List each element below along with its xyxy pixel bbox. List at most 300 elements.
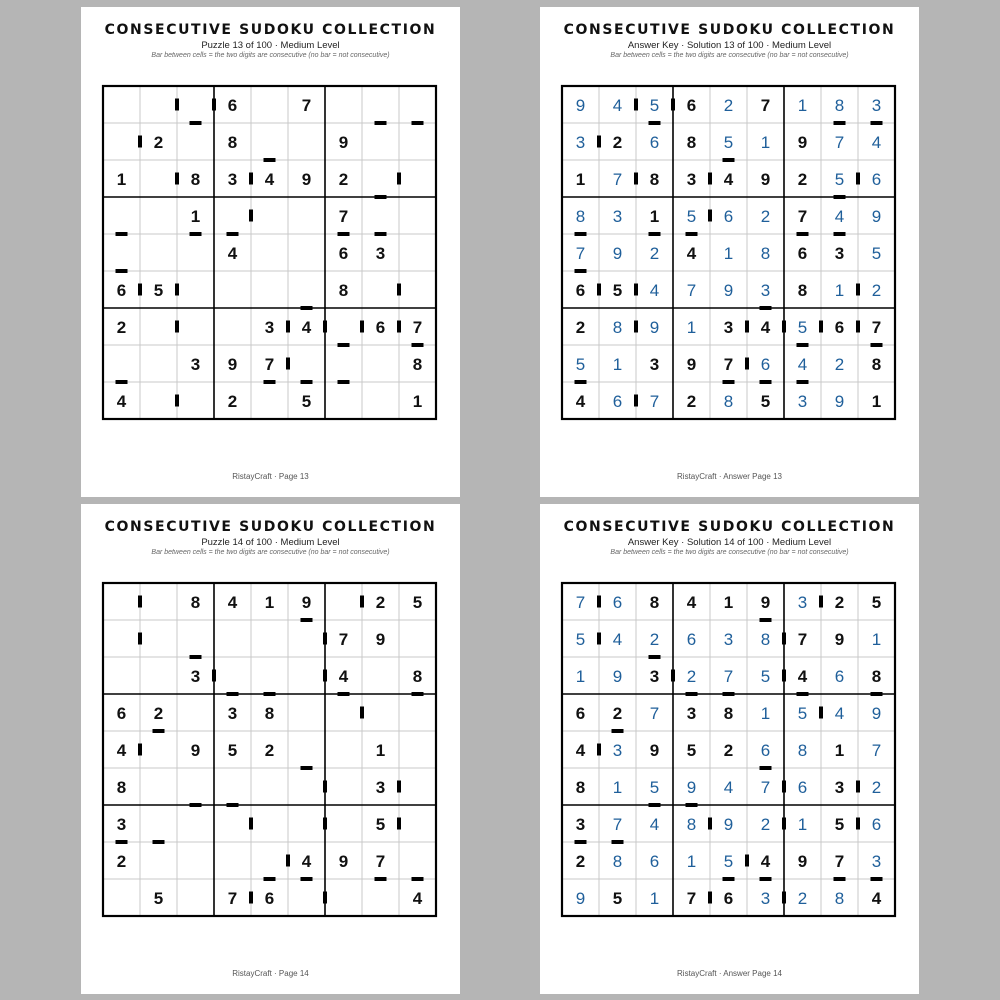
given-digit: 2 [797, 170, 808, 189]
given-digit: 7 [723, 355, 734, 374]
solution-digit: 3 [871, 852, 882, 871]
given-digit: 4 [575, 741, 586, 760]
given-digit: 2 [227, 392, 238, 411]
consecutive-bar [264, 692, 276, 696]
solution-digit: 7 [834, 133, 845, 152]
given-digit: 2 [612, 133, 623, 152]
solution-digit: 8 [834, 889, 845, 908]
page-subtitle: Answer Key · Solution 13 of 100 · Medium Level [627, 40, 832, 51]
solution-digit: 8 [760, 630, 771, 649]
consecutive-bar [175, 99, 179, 111]
given-digit: 3 [190, 355, 201, 374]
consecutive-bar [338, 232, 350, 236]
consecutive-bar [190, 232, 202, 236]
consecutive-bar [634, 321, 638, 333]
consecutive-bar [760, 877, 772, 881]
given-digit: 8 [412, 355, 423, 374]
solution-digit: 6 [871, 815, 882, 834]
consecutive-bar [782, 633, 786, 645]
consecutive-bar [782, 321, 786, 333]
sudoku-grid [103, 583, 436, 916]
given-digit: 2 [153, 133, 164, 152]
given-digit: 6 [116, 281, 127, 300]
given-digit: 4 [116, 392, 127, 411]
solution-digit: 9 [834, 392, 845, 411]
consecutive-bar [760, 766, 772, 770]
given-digit: 3 [686, 170, 697, 189]
given-digit: 2 [612, 704, 623, 723]
solution-digit: 8 [760, 244, 771, 263]
given-digit: 8 [871, 667, 882, 686]
given-digit: 1 [116, 170, 127, 189]
solution-digit: 1 [686, 318, 697, 337]
consecutive-bar [649, 803, 661, 807]
consecutive-bar [686, 803, 698, 807]
given-digit: 9 [649, 741, 660, 760]
consecutive-bar [634, 395, 638, 407]
given-digit: 1 [412, 392, 423, 411]
consecutive-bar [797, 232, 809, 236]
given-digit: 6 [723, 889, 734, 908]
solution-digit: 3 [612, 741, 623, 760]
page-footer: RistayCraft · Answer Page 13 [677, 472, 782, 481]
consecutive-bar [634, 173, 638, 185]
grid-canvas [562, 86, 895, 419]
consecutive-bar [782, 670, 786, 682]
solution-digit: 9 [575, 96, 586, 115]
given-digit: 7 [686, 889, 697, 908]
solution-digit: 3 [871, 96, 882, 115]
consecutive-bar [249, 210, 253, 222]
solution-digit: 4 [834, 207, 845, 226]
solution-digit: 4 [871, 133, 882, 152]
consecutive-bar [397, 321, 401, 333]
consecutive-bar [797, 380, 809, 384]
given-digit: 4 [227, 244, 238, 263]
given-digit: 8 [686, 133, 697, 152]
consecutive-bar [819, 321, 823, 333]
given-digit: 6 [797, 244, 808, 263]
consecutive-bar [249, 173, 253, 185]
given-digit: 6 [575, 704, 586, 723]
grid-canvas [562, 583, 895, 916]
consecutive-bar [575, 840, 587, 844]
solution-digit: 7 [649, 392, 660, 411]
grid-canvas [103, 583, 436, 916]
given-digit: 4 [760, 852, 771, 871]
consecutive-bar [323, 818, 327, 830]
consecutive-bar [612, 840, 624, 844]
consecutive-bar [686, 692, 698, 696]
consecutive-bar [249, 892, 253, 904]
consecutive-bar [397, 818, 401, 830]
solution-digit: 5 [797, 704, 808, 723]
consecutive-bar [116, 380, 128, 384]
given-digit: 2 [575, 318, 586, 337]
given-digit: 3 [723, 318, 734, 337]
given-digit: 2 [834, 593, 845, 612]
solution-digit: 6 [612, 593, 623, 612]
given-digit: 8 [227, 133, 238, 152]
given-digit: 2 [723, 741, 734, 760]
solution-digit: 4 [723, 778, 734, 797]
consecutive-bar [782, 781, 786, 793]
consecutive-bar [708, 210, 712, 222]
consecutive-bar [649, 655, 661, 659]
given-digit: 2 [264, 741, 275, 760]
given-digit: 3 [575, 815, 586, 834]
solution-digit: 1 [612, 778, 623, 797]
consecutive-bar [819, 596, 823, 608]
consecutive-bar [323, 321, 327, 333]
consecutive-bar [760, 380, 772, 384]
consecutive-bar [745, 855, 749, 867]
given-digit: 8 [575, 778, 586, 797]
consecutive-bar [338, 343, 350, 347]
given-digit: 5 [227, 741, 238, 760]
solution-digit: 2 [649, 630, 660, 649]
consecutive-bar [116, 840, 128, 844]
consecutive-bar [301, 766, 313, 770]
given-digit: 5 [153, 281, 164, 300]
consecutive-bar [745, 358, 749, 370]
consecutive-bar [834, 232, 846, 236]
given-digit: 1 [871, 392, 882, 411]
solution-digit: 6 [649, 133, 660, 152]
consecutive-bar [190, 121, 202, 125]
given-digit: 6 [338, 244, 349, 263]
given-digit: 4 [301, 318, 312, 337]
given-digit: 9 [686, 355, 697, 374]
solution-digit: 1 [760, 704, 771, 723]
given-digit: 9 [227, 355, 238, 374]
solution-digit: 3 [797, 593, 808, 612]
given-digit: 5 [760, 392, 771, 411]
page-footer: RistayCraft · Answer Page 14 [677, 969, 782, 978]
given-digit: 3 [116, 815, 127, 834]
solution-digit: 1 [649, 889, 660, 908]
solution-digit: 6 [760, 355, 771, 374]
consecutive-bar [301, 306, 313, 310]
legend-note: Bar between cells = the two digits are consecutive (no bar = not consecutive) [610, 52, 849, 59]
consecutive-bar [708, 173, 712, 185]
consecutive-bar [671, 670, 675, 682]
given-digit: 7 [338, 630, 349, 649]
consecutive-bar [745, 321, 749, 333]
given-digit: 8 [649, 593, 660, 612]
solution-digit: 3 [612, 207, 623, 226]
consecutive-bar [834, 121, 846, 125]
solution-digit: 4 [612, 630, 623, 649]
given-digit: 2 [116, 852, 127, 871]
solution-digit: 9 [649, 318, 660, 337]
consecutive-bar [708, 892, 712, 904]
consecutive-bar [212, 99, 216, 111]
given-digit: 4 [338, 667, 349, 686]
solution-digit: 8 [834, 96, 845, 115]
given-digit: 5 [834, 815, 845, 834]
given-digit: 3 [649, 667, 660, 686]
page-subtitle: Puzzle 13 of 100 · Medium Level [201, 40, 340, 51]
given-digit: 2 [116, 318, 127, 337]
consecutive-bar [871, 877, 883, 881]
solution-digit: 4 [649, 815, 660, 834]
given-digit: 9 [760, 593, 771, 612]
consecutive-bar [286, 855, 290, 867]
solution-digit: 2 [871, 281, 882, 300]
solution-digit: 1 [575, 667, 586, 686]
given-digit: 7 [797, 207, 808, 226]
answer-page-14 [540, 504, 919, 994]
given-digit: 3 [227, 704, 238, 723]
given-digit: 8 [190, 170, 201, 189]
consecutive-bar [856, 321, 860, 333]
page-subtitle: Answer Key · Solution 14 of 100 · Medium Level [627, 537, 832, 548]
consecutive-bar [760, 306, 772, 310]
given-digit: 1 [264, 593, 275, 612]
given-digit: 3 [686, 704, 697, 723]
consecutive-bar [175, 321, 179, 333]
given-digit: 8 [190, 593, 201, 612]
consecutive-bar [612, 729, 624, 733]
given-digit: 9 [301, 170, 312, 189]
given-digit: 4 [871, 889, 882, 908]
given-digit: 3 [834, 778, 845, 797]
consecutive-bar [397, 173, 401, 185]
given-digit: 9 [190, 741, 201, 760]
given-digit: 4 [686, 593, 697, 612]
sudoku-grid [103, 86, 436, 419]
consecutive-bar [597, 136, 601, 148]
solution-digit: 7 [871, 741, 882, 760]
given-digit: 3 [375, 778, 386, 797]
solution-digit: 8 [797, 741, 808, 760]
given-digit: 8 [871, 355, 882, 374]
solution-digit: 6 [797, 778, 808, 797]
given-digit: 1 [375, 741, 386, 760]
consecutive-bar [819, 707, 823, 719]
given-digit: 7 [760, 96, 771, 115]
given-digit: 3 [264, 318, 275, 337]
solution-digit: 8 [612, 852, 623, 871]
given-digit: 5 [612, 281, 623, 300]
solution-digit: 2 [649, 244, 660, 263]
given-digit: 1 [723, 593, 734, 612]
solution-digit: 5 [760, 667, 771, 686]
solution-digit: 8 [686, 815, 697, 834]
solution-digit: 7 [723, 667, 734, 686]
consecutive-bar [856, 173, 860, 185]
solution-digit: 4 [834, 704, 845, 723]
given-digit: 5 [412, 593, 423, 612]
consecutive-bar [856, 818, 860, 830]
given-digit: 9 [375, 630, 386, 649]
consecutive-bar [634, 99, 638, 111]
consecutive-bar [360, 321, 364, 333]
given-digit: 3 [190, 667, 201, 686]
given-digit: 9 [338, 852, 349, 871]
consecutive-bar [301, 618, 313, 622]
solution-digit: 1 [612, 355, 623, 374]
page-subtitle: Puzzle 14 of 100 · Medium Level [201, 537, 340, 548]
given-digit: 4 [264, 170, 275, 189]
solution-digit: 2 [797, 889, 808, 908]
page-title: CONSECUTIVE SUDOKU COLLECTION [563, 22, 896, 38]
given-digit: 4 [116, 741, 127, 760]
solution-digit: 7 [575, 244, 586, 263]
solution-digit: 7 [649, 704, 660, 723]
given-digit: 7 [264, 355, 275, 374]
given-digit: 6 [686, 96, 697, 115]
consecutive-bar [286, 358, 290, 370]
consecutive-bar [797, 692, 809, 696]
solution-digit: 5 [686, 207, 697, 226]
consecutive-bar [212, 670, 216, 682]
solution-digit: 6 [686, 630, 697, 649]
consecutive-bar [264, 380, 276, 384]
given-digit: 3 [375, 244, 386, 263]
consecutive-bar [834, 877, 846, 881]
consecutive-bar [360, 707, 364, 719]
solution-digit: 9 [612, 244, 623, 263]
given-digit: 5 [301, 392, 312, 411]
solution-digit: 4 [612, 96, 623, 115]
given-digit: 8 [723, 704, 734, 723]
given-digit: 2 [153, 704, 164, 723]
given-digit: 9 [338, 133, 349, 152]
consecutive-bar [797, 343, 809, 347]
solution-digit: 3 [760, 281, 771, 300]
solution-digit: 2 [723, 96, 734, 115]
consecutive-bar [323, 670, 327, 682]
solution-digit: 9 [723, 281, 734, 300]
given-digit: 4 [686, 244, 697, 263]
consecutive-bar [190, 655, 202, 659]
solution-digit: 9 [612, 667, 623, 686]
given-digit: 4 [301, 852, 312, 871]
given-digit: 5 [871, 593, 882, 612]
solution-digit: 7 [760, 778, 771, 797]
page-title: CONSECUTIVE SUDOKU COLLECTION [104, 22, 437, 38]
given-digit: 8 [116, 778, 127, 797]
solution-digit: 6 [760, 741, 771, 760]
consecutive-bar [338, 380, 350, 384]
solution-digit: 1 [686, 852, 697, 871]
consecutive-bar [686, 232, 698, 236]
given-digit: 1 [834, 741, 845, 760]
given-digit: 5 [153, 889, 164, 908]
consecutive-bar [375, 121, 387, 125]
solution-digit: 5 [649, 778, 660, 797]
sudoku-grid [562, 86, 895, 419]
solution-digit: 4 [797, 355, 808, 374]
solution-digit: 3 [797, 392, 808, 411]
consecutive-bar [856, 284, 860, 296]
solution-digit: 3 [760, 889, 771, 908]
solution-digit: 7 [575, 593, 586, 612]
given-digit: 9 [760, 170, 771, 189]
consecutive-bar [412, 121, 424, 125]
consecutive-bar [153, 729, 165, 733]
solution-digit: 2 [760, 815, 771, 834]
solution-digit: 1 [871, 630, 882, 649]
answer-page-13 [540, 7, 919, 497]
given-digit: 3 [227, 170, 238, 189]
consecutive-bar [323, 633, 327, 645]
given-digit: 6 [375, 318, 386, 337]
consecutive-bar [671, 99, 675, 111]
given-digit: 7 [797, 630, 808, 649]
consecutive-bar [723, 158, 735, 162]
solution-digit: 6 [612, 392, 623, 411]
solution-digit: 6 [834, 667, 845, 686]
consecutive-bar [227, 692, 239, 696]
given-digit: 6 [264, 889, 275, 908]
consecutive-bar [871, 692, 883, 696]
consecutive-bar [597, 633, 601, 645]
consecutive-bar [723, 380, 735, 384]
given-digit: 7 [227, 889, 238, 908]
given-digit: 4 [227, 593, 238, 612]
given-digit: 9 [301, 593, 312, 612]
legend-note: Bar between cells = the two digits are consecutive (no bar = not consecutive) [151, 52, 390, 59]
consecutive-bar [138, 744, 142, 756]
solution-digit: 2 [760, 207, 771, 226]
given-digit: 3 [649, 355, 660, 374]
solution-digit: 3 [723, 630, 734, 649]
given-digit: 8 [649, 170, 660, 189]
consecutive-bar [175, 173, 179, 185]
consecutive-bar [116, 232, 128, 236]
solution-digit: 2 [834, 355, 845, 374]
solution-digit: 5 [575, 630, 586, 649]
solution-digit: 2 [686, 667, 697, 686]
given-digit: 4 [575, 392, 586, 411]
consecutive-bar [397, 284, 401, 296]
consecutive-bar [782, 818, 786, 830]
consecutive-bar [375, 232, 387, 236]
given-digit: 7 [375, 852, 386, 871]
consecutive-bar [597, 596, 601, 608]
consecutive-bar [138, 596, 142, 608]
solution-digit: 8 [612, 318, 623, 337]
page-title: CONSECUTIVE SUDOKU COLLECTION [563, 519, 896, 535]
page-footer: RistayCraft · Page 14 [232, 969, 309, 978]
legend-note: Bar between cells = the two digits are consecutive (no bar = not consecutive) [610, 549, 849, 556]
consecutive-bar [323, 892, 327, 904]
consecutive-bar [138, 284, 142, 296]
sudoku-grid [562, 583, 895, 916]
consecutive-bar [575, 269, 587, 273]
consecutive-bar [723, 692, 735, 696]
given-digit: 9 [834, 630, 845, 649]
given-digit: 1 [649, 207, 660, 226]
consecutive-bar [286, 321, 290, 333]
consecutive-bar [375, 195, 387, 199]
given-digit: 6 [834, 318, 845, 337]
puzzle-page-14 [81, 504, 460, 994]
consecutive-bar [597, 284, 601, 296]
legend-note: Bar between cells = the two digits are consecutive (no bar = not consecutive) [151, 549, 390, 556]
consecutive-bar [575, 380, 587, 384]
consecutive-bar [301, 380, 313, 384]
solution-digit: 8 [723, 392, 734, 411]
consecutive-bar [834, 195, 846, 199]
solution-digit: 5 [575, 355, 586, 374]
consecutive-bar [375, 877, 387, 881]
solution-digit: 9 [871, 207, 882, 226]
solution-digit: 6 [723, 207, 734, 226]
